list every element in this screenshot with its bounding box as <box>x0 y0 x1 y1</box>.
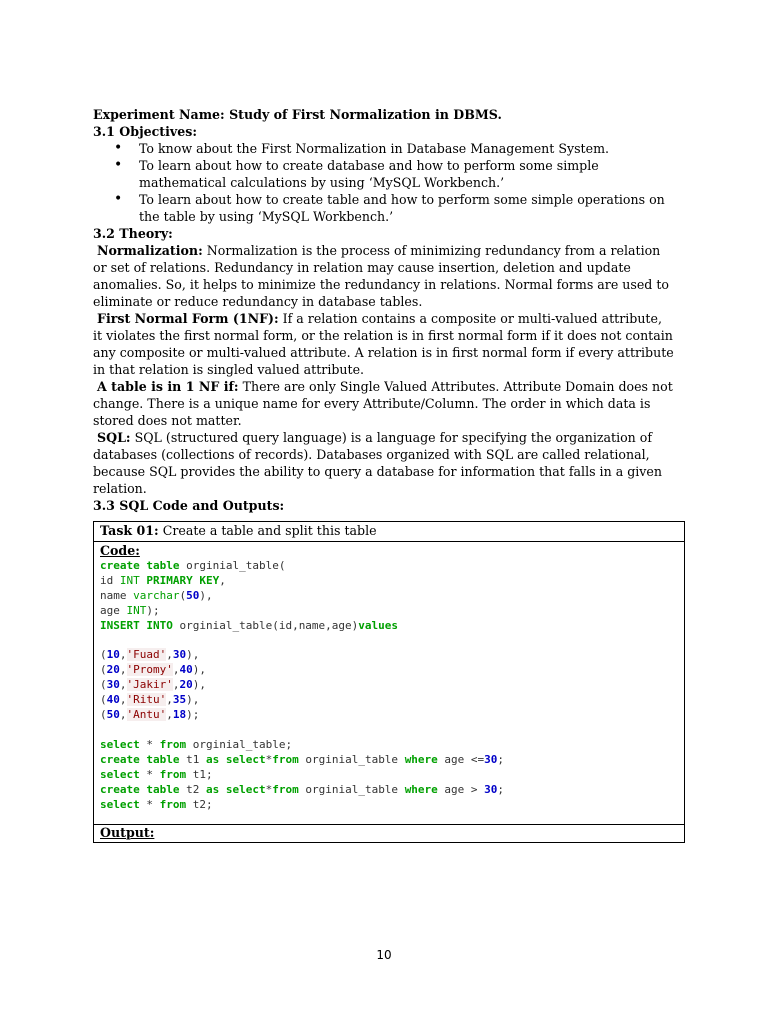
code-token: , <box>166 648 173 662</box>
code-token: from <box>159 797 187 811</box>
code-token: select <box>100 737 140 751</box>
code-token: 'Fuad' <box>126 648 167 662</box>
code-token: 40 <box>179 663 193 677</box>
task-box <box>93 521 685 843</box>
code-token: id <box>100 573 120 587</box>
code-token: from <box>159 737 187 751</box>
code-token: , <box>219 573 226 587</box>
code-line <box>100 559 684 574</box>
code-token: ( <box>100 648 107 662</box>
code-token: select <box>100 797 140 811</box>
code-token: 20 <box>106 663 120 677</box>
code-token: , <box>166 708 173 722</box>
code-token: ; <box>497 752 505 766</box>
code-token: age > <box>437 782 485 796</box>
code-token: INT <box>126 603 147 617</box>
code-token: ( <box>100 708 107 722</box>
code-token: 18 <box>172 708 187 722</box>
code-token: ); <box>146 603 160 617</box>
code-token: as select <box>205 752 266 766</box>
code-token: ( <box>179 588 187 602</box>
code-token: values <box>358 618 399 632</box>
code-token: age <box>100 603 127 617</box>
task-description: Create a table and split this table <box>158 523 377 538</box>
code-token: orginial_table; <box>186 737 293 751</box>
code-token: * <box>139 737 160 751</box>
code-token: t2 <box>179 782 206 796</box>
objective-item: • To learn about how to create database and how to perform some simple mathematical calculations by using ‘MySQL Workbench.’ <box>93 157 675 191</box>
objective-item: • To know about the First Normalization in Database Management System. <box>93 140 675 157</box>
code-line <box>100 634 684 649</box>
page-number: 10 <box>376 948 392 962</box>
code-token: from <box>272 752 299 766</box>
code-token: , <box>166 693 173 707</box>
code-token: select <box>100 767 140 781</box>
code-token: t2; <box>186 797 213 811</box>
code-token: , <box>119 708 127 722</box>
code-token: ), <box>186 648 200 662</box>
objectives-heading: 3.1 Objectives: <box>93 124 197 139</box>
code-token: 30 <box>172 648 187 662</box>
code-token: 'Jakir' <box>126 678 173 692</box>
code-token: create table <box>100 782 180 796</box>
code-token: 30 <box>484 782 498 796</box>
code-token: orginial_table <box>298 752 405 766</box>
code-line <box>100 589 684 604</box>
code-token: 50 <box>106 708 120 722</box>
code-line <box>100 648 684 663</box>
code-token: ( <box>100 693 107 707</box>
code-token: 30 <box>484 752 498 766</box>
code-token: ), <box>186 693 200 707</box>
code-token: as select <box>205 782 266 796</box>
code-token: , <box>119 693 127 707</box>
code-token: create table <box>100 559 180 572</box>
code-line <box>100 723 684 738</box>
code-token: * <box>139 767 160 781</box>
code-token: * <box>265 782 273 796</box>
code-token: 40 <box>106 693 120 707</box>
task-header <box>94 522 684 542</box>
code-token: , <box>119 648 127 662</box>
code-token: t1; <box>186 767 213 781</box>
code-token: * <box>139 797 160 811</box>
code-label: Code: <box>100 543 140 558</box>
code-token: ), <box>192 663 206 677</box>
definition-sql: SQL (structured query language) is a language for specifying the organization of databases (collections of records). Databases organized with SQL are called relational, because SQL provides the ability to query a database for information that falls in a given relation. <box>93 430 662 496</box>
code-token: orginial_table( <box>179 559 286 572</box>
code-token: varchar <box>133 588 180 602</box>
code-token: ), <box>199 588 213 602</box>
code-token: , <box>119 678 127 692</box>
theory-paragraph-1nf-rules <box>93 378 675 429</box>
code-token: PRIMARY KEY <box>146 573 220 587</box>
code-token: ); <box>186 708 200 722</box>
code-token: INSERT INTO <box>100 618 173 632</box>
code-token: 'Promy' <box>126 663 173 677</box>
code-token: , <box>172 663 180 677</box>
definition-1nf: If a relation contains a composite or multi-valued attribute, it violates the first normal form, or the relation is in first normal form if it does not contain any composite or multi-valued attribute. A relation is in first normal form if every attribute in that relation is singled valued attribute. <box>93 311 674 377</box>
output-section <box>94 824 684 842</box>
code-token: orginial_table <box>298 782 405 796</box>
code-line <box>100 663 684 678</box>
output-label: Output: <box>100 825 155 840</box>
code-line <box>100 768 684 783</box>
document-body <box>93 106 675 514</box>
code-token: name <box>100 588 134 602</box>
code-token: , <box>172 678 180 692</box>
code-token: 10 <box>106 648 120 662</box>
code-token: ( <box>100 678 107 692</box>
code-token: 20 <box>179 678 193 692</box>
code-token: 'Antu' <box>126 708 167 722</box>
term-1nf: First Normal Form (1NF): <box>97 311 279 326</box>
code-line <box>100 753 684 768</box>
code-token: 50 <box>186 588 200 602</box>
code-token: orginial_table(id,name,age) <box>172 618 359 632</box>
task-label: Task 01: <box>100 523 159 538</box>
code-token: where <box>404 752 438 766</box>
code-line <box>100 574 684 589</box>
code-token: where <box>404 782 438 796</box>
code-token: from <box>272 782 299 796</box>
code-section <box>94 542 684 559</box>
sql-section-heading: 3.3 SQL Code and Outputs: <box>93 498 285 513</box>
sql-code-block <box>94 559 684 812</box>
code-line <box>100 708 684 723</box>
term-sql: SQL: <box>97 430 131 445</box>
code-token: age <= <box>437 752 485 766</box>
definition-1nf-rules: There are only Single Valued Attributes. Attribute Domain does not change. There is a unique name for every Attribute/Column. The order in which data is stored does not matter. <box>93 379 673 428</box>
term-1nf-rules: A table is in 1 NF if: <box>97 379 239 394</box>
code-token: INT <box>119 573 140 587</box>
code-line <box>100 693 684 708</box>
theory-paragraph-sql <box>93 429 675 497</box>
code-token: ; <box>497 782 505 796</box>
code-token: ), <box>192 678 206 692</box>
experiment-title: Experiment Name: Study of First Normalization in DBMS. <box>93 107 502 122</box>
code-token: 'Ritu' <box>126 693 167 707</box>
theory-heading: 3.2 Theory: <box>93 226 173 241</box>
objective-item: • To learn about how to create table and how to perform some simple operations on the table by using ‘MySQL Workbench.’ <box>93 191 675 225</box>
code-line <box>100 783 684 798</box>
term-normalization: Normalization: <box>97 243 203 258</box>
code-line <box>100 678 684 693</box>
code-line <box>100 619 684 634</box>
theory-paragraph-1nf <box>93 310 675 378</box>
code-token: 30 <box>106 678 120 692</box>
code-token: t1 <box>179 752 206 766</box>
code-token: from <box>159 767 187 781</box>
code-line <box>100 798 684 813</box>
objectives-list <box>93 140 675 225</box>
code-token: , <box>119 663 127 677</box>
theory-paragraph-normalization <box>93 242 675 310</box>
code-line <box>100 738 684 753</box>
code-line <box>100 604 684 619</box>
code-token: create table <box>100 752 180 766</box>
code-token: ( <box>100 663 107 677</box>
code-token: * <box>265 752 273 766</box>
definition-normalization: Normalization is the process of minimizing redundancy from a relation or set of relations. Redundancy in relation may cause insertion, deletion and update anomalies. So, it helps to minimize the redundancy in relations. Normal forms are used to eliminate or reduce redundancy in database tables. <box>93 243 670 309</box>
code-token: 35 <box>172 693 187 707</box>
